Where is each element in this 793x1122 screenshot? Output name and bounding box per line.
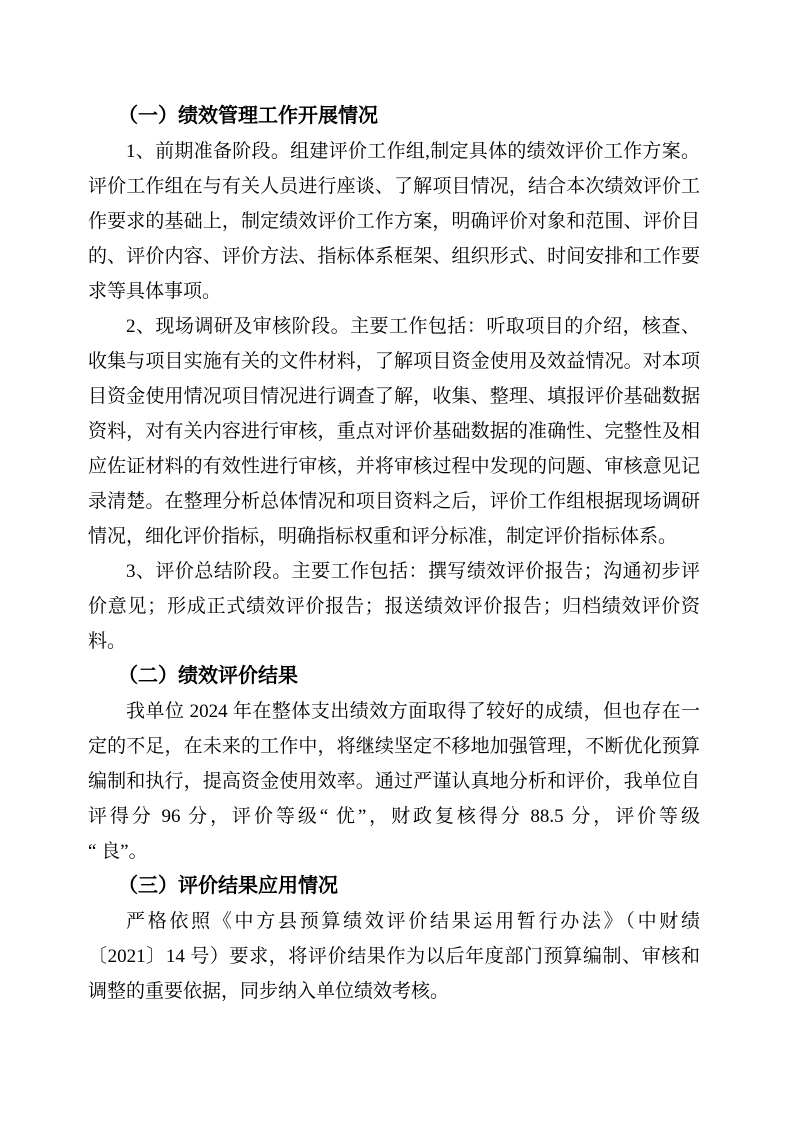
paragraph-line: 价意见；形成正式绩效评价报告；报送绩效评价报告；归档绩效评价资 xyxy=(88,596,700,617)
section-heading: （一）绩效管理工作开展情况 xyxy=(118,105,378,127)
paragraph xyxy=(88,134,700,309)
paragraph-line: 的、评价内容、评价方法、指标体系框架、组织形式、时间安排和工作要 xyxy=(88,246,700,267)
section-heading: （三）评价结果应用情况 xyxy=(118,875,338,897)
paragraph-line: 1、前期准备阶段。组建评价工作组,制定具体的绩效评价工作方案。 xyxy=(126,141,700,162)
paragraph-line: 调整的重要依据，同步纳入单位绩效考核。 xyxy=(88,981,450,1002)
paragraph-line: “ 良”。 xyxy=(88,841,148,862)
paragraph xyxy=(88,904,700,1009)
paragraph-line: 情况，细化评价指标，明确指标权重和评分标准，制定评价指标体系。 xyxy=(88,526,678,547)
paragraph-line: 评得分 96 分，评价等级“ 优”，财政复核得分 88.5 分，评价等级 xyxy=(88,806,700,827)
section-heading: （二）绩效评价结果 xyxy=(118,665,298,687)
paragraph-line: 作要求的基础上，制定绩效评价工作方案，明确评价对象和范围、评价目 xyxy=(88,211,700,232)
paragraph-line: 求等具体事项。 xyxy=(88,281,222,302)
paragraph-line: 收集与项目实施有关的文件材料，了解项目资金使用及效益情况。对本项 xyxy=(88,351,700,372)
document-content xyxy=(88,99,700,1009)
paragraph xyxy=(88,554,700,659)
paragraph-line: 编制和执行，提高资金使用效率。通过严谨认真地分析和评价，我单位自 xyxy=(88,771,700,792)
paragraph xyxy=(88,309,700,554)
paragraph-line: 严格依照《中方县预算绩效评价结果运用暂行办法》（中财绩 xyxy=(126,911,700,932)
paragraph-line: 评价工作组在与有关人员进行座谈、了解项目情况，结合本次绩效评价工 xyxy=(88,176,700,197)
paragraph-line: 录清楚。在整理分析总体情况和项目资料之后，评价工作组根据现场调研 xyxy=(88,491,700,512)
paragraph-line: 应佐证材料的有效性进行审核，并将审核过程中发现的问题、审核意见记 xyxy=(88,456,700,477)
paragraph-line: 〔2021〕14 号）要求，将评价结果作为以后年度部门预算编制、审核和 xyxy=(88,946,700,967)
paragraph-line: 目资金使用情况项目情况进行调查了解，收集、整理、填报评价基础数据 xyxy=(88,386,700,407)
paragraph-line: 料。 xyxy=(88,631,127,652)
paragraph-line: 定的不足，在未来的工作中，将继续坚定不移地加强管理，不断优化预算 xyxy=(88,736,700,757)
paragraph-line: 资料，对有关内容进行审核，重点对评价基础数据的准确性、完整性及相 xyxy=(88,421,700,442)
paragraph-line: 3、评价总结阶段。主要工作包括：撰写绩效评价报告；沟通初步评 xyxy=(126,561,700,582)
paragraph-line: 我单位 2024 年在整体支出绩效方面取得了较好的成绩，但也存在一 xyxy=(126,701,700,722)
paragraph-line: 2、现场调研及审核阶段。主要工作包括：听取项目的介绍，核查、 xyxy=(126,316,700,337)
paragraph xyxy=(88,694,700,869)
